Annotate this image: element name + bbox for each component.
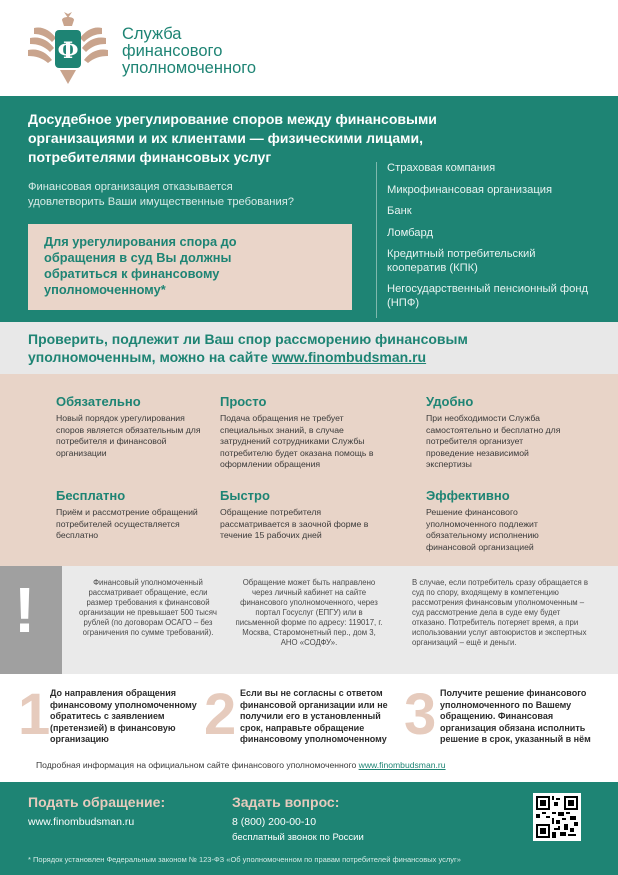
ask-title: Задать вопрос: bbox=[232, 794, 340, 810]
callout-line: Для урегулирования спора до bbox=[44, 234, 237, 249]
feature-title: Обязательно bbox=[56, 394, 141, 409]
feature-effective bbox=[426, 488, 572, 553]
step-text: Получите решение финансового уполномоченного по Вашему обращению. Финансовая организация обязана исполнить решение в срок, указанный в нём bbox=[440, 688, 591, 744]
more-info-link[interactable]: www.finombudsman.ru bbox=[358, 760, 446, 770]
org-name-line: уполномоченного bbox=[122, 59, 257, 77]
feature-title: Эффективно bbox=[426, 488, 510, 503]
warning-court-text: В случае, если потребитель сразу обращается в суд по спору, входящему в компетенцию рассмотрения финансовым уполномоченным – суд рассмотрение дела в суде ему будет отказано. Потребитель потеряет время, а при использовании услуг автоюристов и экспертных организаций – ещё и деньги. bbox=[412, 578, 589, 647]
steps-section bbox=[0, 674, 618, 756]
warning-limit-text: Финансовый уполномоченный рассматривает обращение, если размер требования к финансовой организации не превышает 500 тысяч рублей (по договорам ОСАГО – без ограничения по сумме требований). bbox=[79, 578, 217, 637]
step-number: 2 bbox=[204, 682, 237, 747]
feature-fast bbox=[220, 488, 388, 542]
organization-item: Банк bbox=[387, 205, 412, 217]
organization-list bbox=[376, 162, 608, 318]
website-link[interactable]: www.finombudsman.ru bbox=[271, 349, 427, 365]
feature-mandatory bbox=[56, 394, 206, 459]
header bbox=[0, 0, 618, 96]
warning-submission-text: Обращение может быть направлено через личный кабинет на сайте финансового уполномоченного, через портал Госуслуг (ЕПГУ) или в письменной форме по адресу: 119017, г. Москва, Старомонетный пер., дом 3, АНО «СОДФУ». bbox=[235, 578, 383, 647]
step-text: Если вы не согласны с ответом финансовой организации или не получили его в установленный срок, направьте обращение финансовому уполномоченному bbox=[240, 688, 388, 744]
phone-number[interactable]: 8 (800) 200-00-10 bbox=[232, 816, 317, 828]
feature-text: Решение финансового уполномоченного подлежит обязательному исполнению финансовой организацией bbox=[426, 507, 539, 552]
feature-text: Новый порядок урегулирования споров является обязательным для потребителя и финансовой организации bbox=[56, 413, 201, 458]
feature-convenient bbox=[426, 394, 572, 471]
warning-section bbox=[0, 566, 618, 674]
step-number: 3 bbox=[404, 682, 437, 747]
more-info-text: Подробная информация на официальном сайте финансового уполномоченного bbox=[36, 760, 359, 770]
check-text-body: Проверить, подлежит ли Ваш спор рассморению финансовым уполномоченным, можно на сайте bbox=[28, 331, 468, 365]
intro-lead-line: удовлетворить Ваши имущественные требования? bbox=[28, 196, 295, 208]
step-text: До направления обращения финансовому уполномоченному обратитесь с заявлением (претензией) в финансовую организацию bbox=[50, 688, 197, 744]
feature-title: Быстро bbox=[220, 488, 270, 503]
callout-line: уполномоченному* bbox=[44, 282, 166, 297]
check-text bbox=[28, 330, 588, 366]
feature-text: Обращение потребителя рассматривается в заочной форме в течение 15 рабочих дней bbox=[220, 507, 369, 540]
footnote-band bbox=[0, 852, 618, 875]
footer bbox=[0, 782, 618, 852]
phone-note: бесплатный звонок по России bbox=[232, 832, 364, 843]
feature-title: Удобно bbox=[426, 394, 474, 409]
organization-item: Ломбард bbox=[387, 226, 433, 239]
submit-link[interactable]: www.finombudsman.ru bbox=[28, 816, 135, 828]
check-banner bbox=[0, 322, 618, 374]
qr-code-icon[interactable] bbox=[533, 793, 581, 841]
intro-lead bbox=[28, 180, 363, 210]
submit-title: Подать обращение: bbox=[28, 794, 166, 810]
callout-box bbox=[28, 224, 352, 310]
intro-lead-line: Финансовая организация отказывается bbox=[28, 181, 233, 193]
callout-line: обратиться к финансовому bbox=[44, 266, 220, 281]
feature-title: Бесплатно bbox=[56, 488, 126, 503]
organization-item: Страховая компания bbox=[387, 162, 496, 174]
exclamation-icon: ! bbox=[0, 566, 62, 674]
organization-item: Кредитный потребительский кооператив (КПК) bbox=[387, 248, 536, 274]
more-info bbox=[36, 760, 446, 770]
eagle-emblem-icon bbox=[24, 8, 112, 88]
step-number: 1 bbox=[18, 682, 51, 747]
feature-free bbox=[56, 488, 206, 542]
org-name-line: финансового bbox=[122, 42, 223, 60]
feature-text: При необходимости Служба самостоятельно и бесплатно для потребителя организует проведение независимой экспертизы bbox=[426, 413, 561, 469]
features-section bbox=[0, 374, 618, 566]
intro-title: Досудебное урегулирование споров между финансовыми организациями и их клиентами — физическими лицами, потребителями финансовых услуг bbox=[28, 111, 437, 165]
intro-section bbox=[0, 96, 618, 322]
feature-simple bbox=[220, 394, 388, 471]
org-name bbox=[122, 26, 256, 77]
footnote: * Порядок установлен Федеральным законом № 123-ФЗ «Об уполномоченном по правам потребителей финансовых услуг» bbox=[28, 855, 461, 864]
organization-item: Негосударственный пенсионный фонд (НПФ) bbox=[387, 283, 589, 309]
feature-text: Приём и рассмотрение обращений потребителей осуществляется бесплатно bbox=[56, 507, 198, 540]
organization-item: Микрофинансовая организация bbox=[387, 183, 553, 196]
feature-text: Подача обращения не требует специальных знаний, в случае затруднений сотрудниками Службы потребителю будет оказана помощь в оформлении обращения bbox=[220, 413, 374, 469]
logo-letter: Ф bbox=[57, 38, 79, 64]
callout-line: обращения в суд Вы должны bbox=[44, 250, 232, 265]
feature-title: Просто bbox=[220, 394, 267, 409]
org-name-line: Служба bbox=[122, 25, 182, 43]
